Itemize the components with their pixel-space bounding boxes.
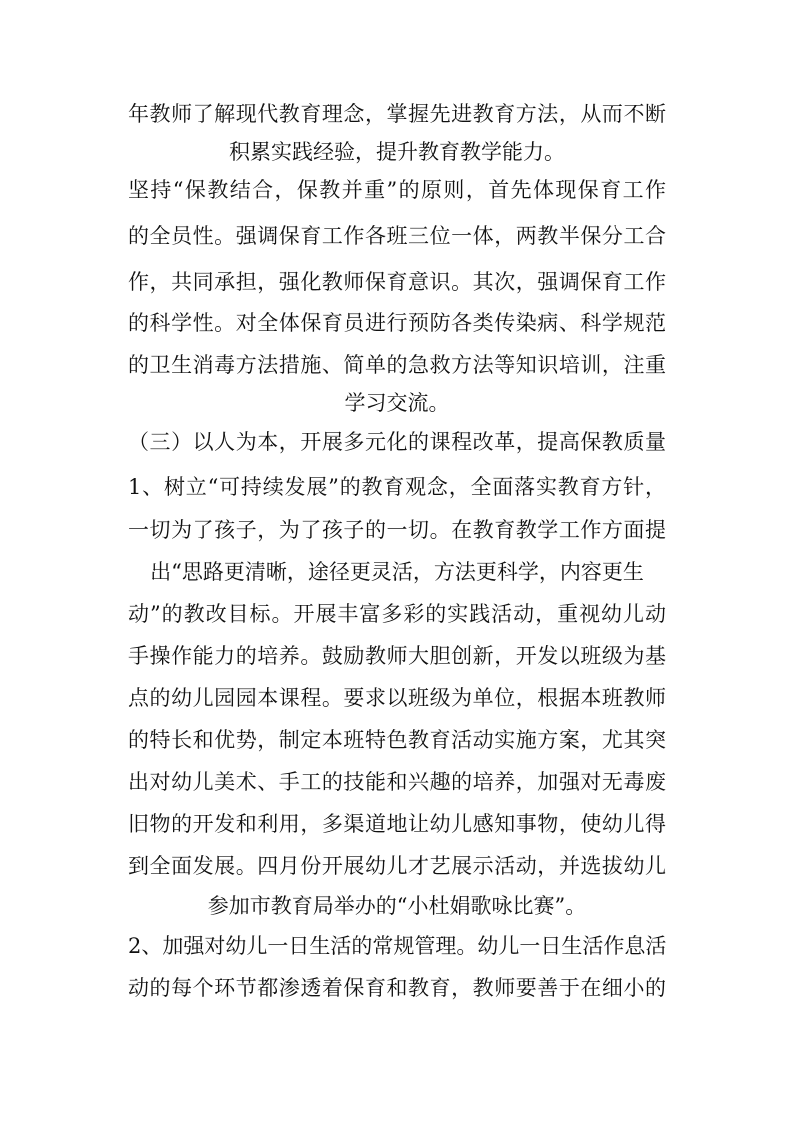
text-line: （三）以人为本，开展多元化的课程改革，提高保教质量 <box>128 430 666 454</box>
text-line: 出对幼儿美术、手工的技能和兴趣的培养，加强对无毒废 <box>128 770 666 794</box>
text-line: 一切为了孩子，为了孩子的一切。在教育教学工作方面提 <box>128 518 666 542</box>
text-line: 动”的教改目标。开展丰富多彩的实践活动，重视幼儿动 <box>128 602 666 626</box>
text-line: 年教师了解现代教育理念，掌握先进教育方法，从而不断 <box>128 102 666 126</box>
text-line: 出“思路更清晰，途径更灵活，方法更科学，内容更生 <box>150 560 644 584</box>
text-line: 手操作能力的培养。鼓励教师大胆创新，开发以班级为基 <box>128 644 666 668</box>
text-line: 旧物的开发和利用，多渠道地让幼儿感知事物，使幼儿得 <box>128 812 666 836</box>
text-line: 学习交流。 <box>344 391 450 415</box>
text-line: 动的每个环节都渗透着保育和教育，教师要善于在细小的 <box>128 976 666 1000</box>
text-line: 参加市教育局举办的“小杜娟歌咏比赛”。 <box>207 894 587 918</box>
text-line: 的特长和优势，制定本班特色教育活动实施方案，尤其突 <box>128 728 666 752</box>
text-line: 到全面发展。四月份开展幼儿才艺展示活动，并选拔幼儿 <box>128 854 666 878</box>
text-line: 点的幼儿园园本课程。要求以班级为单位，根据本班教师 <box>128 686 666 710</box>
text-line: 作，共同承担，强化教师保育意识。其次，强调保育工作 <box>128 270 666 294</box>
text-line: 的全员性。强调保育工作各班三位一体，两教半保分工合 <box>128 224 666 248</box>
text-line: 的卫生消毒方法措施、简单的急救方法等知识培训，注重 <box>128 353 666 377</box>
text-line: 坚持“保教结合，保教并重”的原则，首先体现保育工作 <box>128 178 666 202</box>
text-line: 积累实践经验，提升教育教学能力。 <box>229 140 565 164</box>
text-line: 2、加强对幼儿一日生活的常规管理。幼儿一日生活作息活 <box>128 934 666 958</box>
text-line: 1、树立“可持续发展”的教育观念，全面落实教育方针， <box>128 475 666 499</box>
text-line: 的科学性。对全体保育员进行预防各类传染病、科学规范 <box>128 311 666 335</box>
